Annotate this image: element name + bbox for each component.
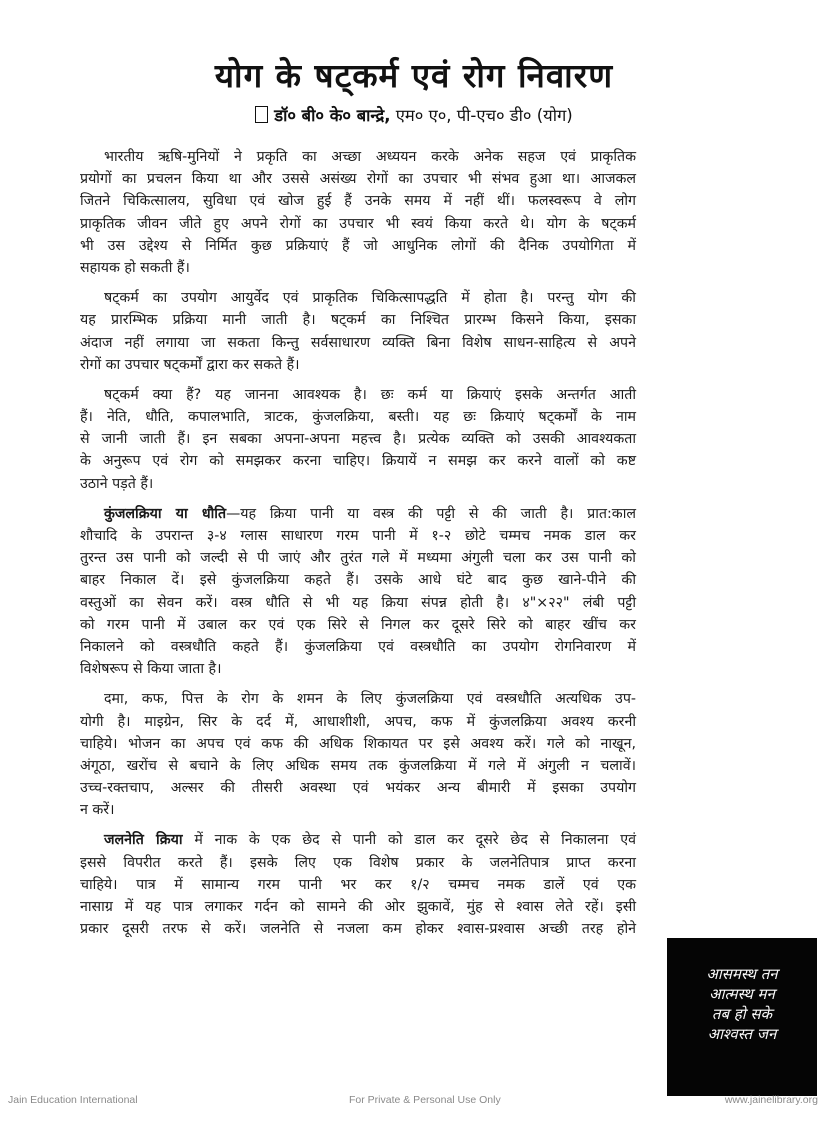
text-fragment: —यह क्रिया पानी या वस्त्र की पट्टी से की जाती है। प्रात:काल [226, 505, 636, 522]
text-line: बाहर निकाल दें। इसे कुंजलक्रिया कहते हैं। उसके आधे घंटे बाद कुछ खाने-पीने की [80, 572, 636, 589]
quote-line: आसमस्थ तन [706, 965, 778, 983]
text-line: न करें। [80, 802, 115, 819]
paragraph-benefits [80, 688, 636, 821]
paragraph-what-is-shatkarma [80, 384, 636, 495]
text-line: हैं। नेति, धौति, कपालभाति, त्राटक, कुंजलक्रिया, बस्ती। यह छः क्रियाएं षट्कर्मों के नाम [80, 409, 636, 426]
text-line [80, 503, 636, 525]
text-line: के अनुरूप एवं रोग को समझकर करना चाहिए। क्रियायें न समझ कर करने वालों को कष्ट [80, 453, 636, 470]
footer-usage-notice: For Private & Personal Use Only [349, 1094, 501, 1106]
text-line: विशेषरूप से किया जाता है। [80, 661, 222, 678]
sidebar-quote-box [667, 938, 817, 1096]
text-line: जितने चिकित्सालय, सुविधा एवं खोज हुई हैं उनके समय में नहीं थीं। फलस्वरूप वे लोग [80, 193, 636, 210]
text-line: अंगूठा, खरोंच से बचाने के लिए अधिक समय तक कुंजलक्रिया में गले में अंगुली न चलावें। [80, 757, 636, 774]
quote-line: आश्वस्त जन [707, 1025, 777, 1043]
text-fragment: में नाक के एक छेद से पानी को डाल कर दूसरे छेद से निकालना एवं [182, 832, 636, 849]
text-line: सहायक हो सकती हैं। [80, 259, 190, 276]
checkbox-square-icon [255, 106, 268, 123]
section-lead-jalneti: जलनेति क्रिया [104, 832, 183, 849]
paragraph-jalneti [80, 829, 636, 940]
text-line: इससे विपरीत करते हैं। इसके लिए एक विशेष प्रकार के जलनेतिपात्र प्राप्त करना [80, 854, 636, 871]
text-line [80, 829, 636, 851]
text-line: यह प्रारम्भिक प्रक्रिया मानी जाती है। षट्कर्म का निश्चित प्रारम्भ किसने किया, इसका [80, 312, 636, 329]
text-line: उच्च-रक्तचाप, अल्सर की तीसरी अवस्था एवं भयंकर अन्य बीमारी में इसका उपयोग [80, 780, 636, 797]
text-line: षट्कर्म क्या हैं? यह जानना आवश्यक है। छः कर्म या क्रियाएं इसके अन्तर्गत आती [104, 386, 636, 403]
article-byline [0, 103, 828, 126]
text-line: शौचादि के उपरान्त ३-४ ग्लास साधारण गरम पानी में १-२ छोटे चम्मच नमक डाल कर [80, 528, 636, 544]
text-line: वस्तुओं का सेवन करें। वस्त्र धौति से भी यह क्रिया संपन्न होती है। ४"×२२" लंबी पट्टी [80, 594, 636, 611]
text-line: दमा, कफ, पित्त के रोग के शमन के लिए कुंजलक्रिया एवं वस्त्रधौति अत्यधिक उप- [104, 691, 636, 708]
paragraph-intro [80, 146, 636, 279]
author-credentials: एम० ए०, पी-एच० डी० (योग) [395, 106, 573, 125]
footer-website-link[interactable]: www.jainelibrary.org [724, 1094, 818, 1106]
text-line: चाहिये। भोजन का अपच एवं कफ की अधिक शिकायत पर इसे अवश्य करें। गले को नाखून, [80, 735, 636, 752]
footer-publisher: Jain Education International [8, 1094, 138, 1106]
text-line: प्रयोगों का प्रचलन किया था और उससे असंख्य रोगों का उपचार भी संभव हुआ था। आजकल [80, 171, 636, 188]
article-body [80, 146, 636, 948]
text-line: उठाने पड़ते हैं। [80, 475, 154, 492]
text-line: निकालने को वस्त्रधौति कहते हैं। कुंजलक्रिया एवं वस्त्रधौति का उपयोग रोगनिवारण में [80, 638, 636, 655]
text-line: तुरन्त उस पानी को जल्दी से पी जाएं और तुरंत गले में मध्यमा अंगुली चला कर उस पानी को [80, 550, 636, 567]
paragraph-kunjal-dhauti [80, 503, 636, 681]
quote-line: आत्मस्थ मन [709, 985, 775, 1003]
text-line: को गरम पानी में उबाल कर एवं एक सिरे से निगल कर दूसरे सिरे को बाहर खींच कर [80, 616, 636, 633]
text-line: षट्कर्म का उपयोग आयुर्वेद एवं प्राकृतिक चिकित्सापद्धति में होता है। परन्तु योग की [104, 290, 636, 307]
text-line: प्रकार दूसरी तरफ से करें। जलनेति से नजला कम होकर श्वास-प्रश्वास अच्छी तरह होने [80, 921, 636, 938]
article-title: योग के षट्कर्म एवं रोग निवारण [214, 56, 614, 95]
text-line: प्राकृतिक जीवन जीते हुए अपने रोगों का उपचार भी स्वयं किया करते थे। योग के षट्कर्म [80, 215, 636, 232]
text-line: चाहिये। पात्र में सामान्य गरम पानी भर कर १/२ चम्मच नमक डालें एवं एक [80, 876, 636, 893]
text-line: से जानी जाती हैं। इन सबका अपना-अपना महत्त्व है। प्रत्येक व्यक्ति को उसकी आवश्यकता [80, 431, 636, 448]
text-line: योगी है। माइग्रेन, सिर के दर्द में, आधाशीशी, अपच, कफ में कुंजलक्रिया अवश्य करनी [80, 713, 636, 730]
text-line: अंदाज नहीं लगाया जा सकता किन्तु सर्वसाधारण व्यक्ति बिना विशेष साधन-साहित्य से अपने [80, 334, 636, 351]
text-line: रोगों का उपचार षट्कर्मों द्वारा कर सकते हैं। [80, 356, 300, 373]
author-name: डॉ० बी० के० बान्द्रे, [274, 106, 391, 125]
paragraph-shatkarma-use [80, 287, 636, 376]
quote-line: तब हो सके [711, 1005, 773, 1023]
section-lead-kunjal: कुंजलक्रिया या धौति [104, 505, 227, 522]
text-line: नासाग्र में यह पात्र लगाकर गर्दन को सामने की ओर झुकावें, मुंह से श्वास लेते रहें। इसी [80, 899, 636, 915]
text-line: भी उस उद्देश्य से निर्मित कुछ प्रक्रियाएं हैं जो आधुनिक लोगों की दैनिक उपयोगिता में [80, 237, 636, 254]
text-line: भारतीय ऋषि-मुनियों ने प्रकृति का अच्छा अध्ययन करके अनेक सहज एवं प्राकृतिक [104, 149, 636, 165]
